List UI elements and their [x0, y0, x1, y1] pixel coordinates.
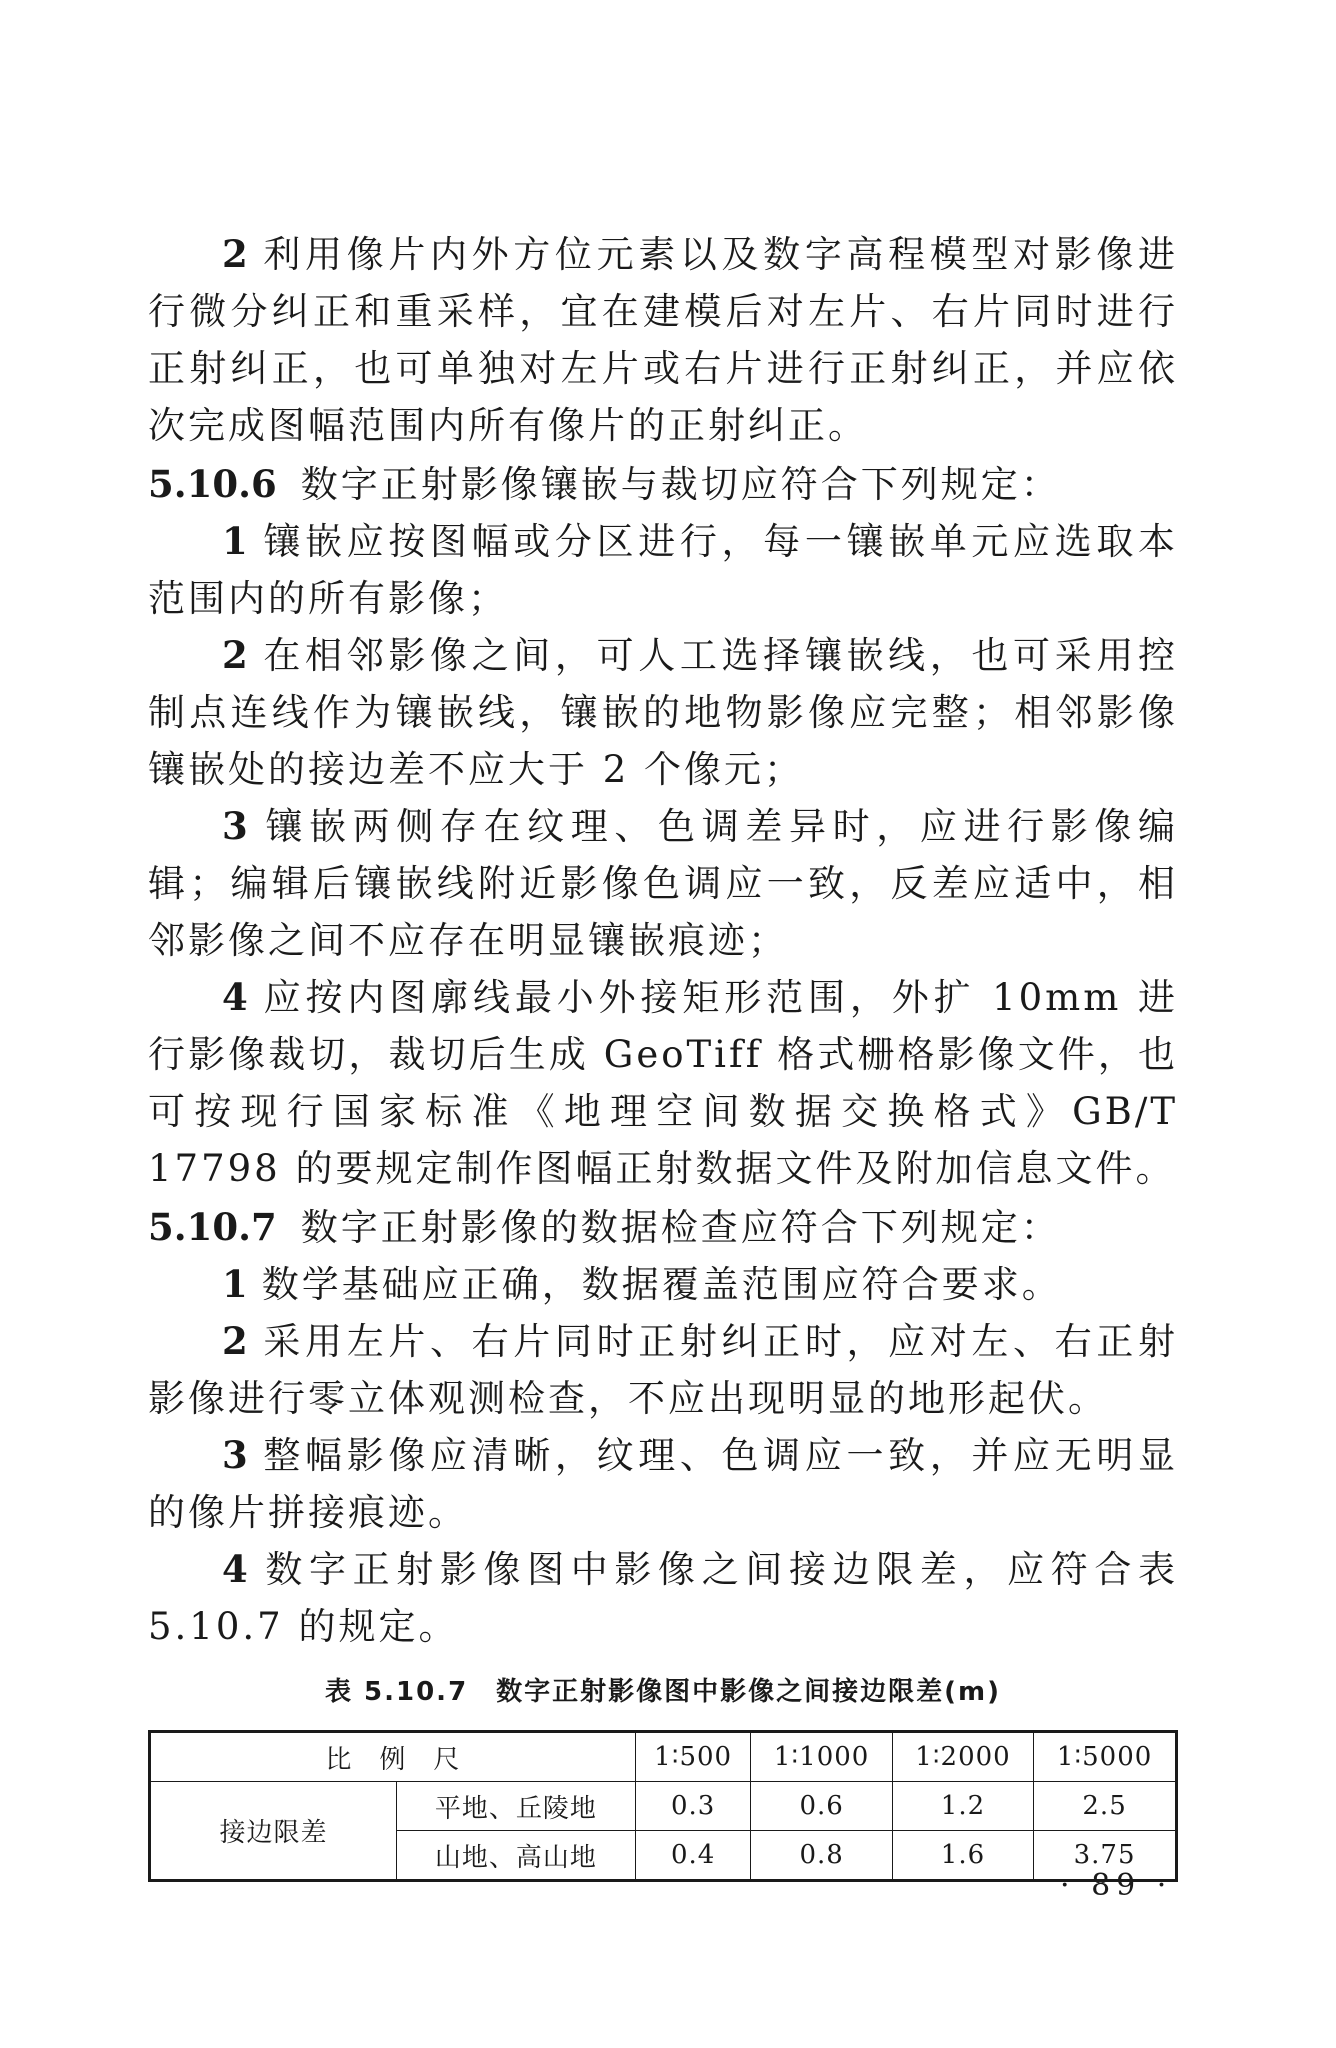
page-body	[148, 226, 1178, 1882]
paragraph-item: 1 数学基础应正确，数据覆盖范围应符合要求。	[222, 1262, 1062, 1306]
scale-cell: 1∶1000	[751, 1732, 892, 1782]
terrain-cell: 平地、丘陵地	[397, 1782, 636, 1831]
page-number: · 89 ·	[1060, 1868, 1173, 1903]
paragraph-item: 3 镶嵌两侧存在纹理、色调差异时，应进行影像编辑；编辑后镶嵌线附近影像色调应一致，反差应适中，相邻影像之间不应存在明显镶嵌痕迹；	[148, 804, 1178, 962]
scale-cell: 1∶2000	[892, 1732, 1033, 1782]
group-label: 接边限差	[150, 1782, 397, 1881]
scale-cell: 1∶500	[635, 1732, 751, 1782]
table-header-row	[150, 1732, 1177, 1782]
value-cell: 0.4	[635, 1831, 751, 1881]
table-caption: 表 5.10.7 数字正射影像图中影像之间接边限差(m)	[324, 1677, 1002, 1707]
value-cell: 2.5	[1034, 1782, 1177, 1831]
terrain-cell: 山地、高山地	[397, 1831, 636, 1881]
clause-heading: 5.10.6 数字正射影像镶嵌与裁切应符合下列规定：	[148, 462, 1061, 506]
paragraph-item: 1 镶嵌应按图幅或分区进行，每一镶嵌单元应选取本范围内的所有影像；	[148, 519, 1178, 620]
paragraph-item: 2 在相邻影像之间，可人工选择镶嵌线，也可采用控制点连线作为镶嵌线，镶嵌的地物影像应完整；相邻影像镶嵌处的接边差不应大于 2 个像元；	[148, 633, 1178, 791]
paragraph-item: 3 整幅影像应清晰，纹理、色调应一致，并应无明显的像片拼接痕迹。	[148, 1433, 1178, 1534]
value-cell: 0.6	[751, 1782, 892, 1831]
clause-heading: 5.10.7 数字正射影像的数据检查应符合下列规定：	[148, 1205, 1061, 1249]
value-cell: 1.6	[892, 1831, 1033, 1881]
value-cell: 0.8	[751, 1831, 892, 1881]
paragraph-item: 2 利用像片内外方位元素以及数字高程模型对影像进行微分纠正和重采样，宜在建模后对左片、右片同时进行正射纠正，也可单独对左片或右片进行正射纠正，并应依次完成图幅范围内所有像片的正射纠正。	[148, 232, 1178, 447]
header-scale-label: 比 例 尺	[150, 1732, 636, 1782]
tolerance-table	[148, 1730, 1178, 1882]
paragraph-item: 4 应按内图廓线最小外接矩形范围，外扩 10mm 进行影像裁切，裁切后生成 GeoTiff 格式栅格影像文件，也可按现行国家标准《地理空间数据交换格式》GB/T 17798 的要规定制作图幅正射数据文件及附加信息文件。	[148, 975, 1178, 1190]
paragraph-item: 4 数字正射影像图中影像之间接边限差，应符合表 5.10.7 的规定。	[148, 1547, 1178, 1648]
scale-cell: 1∶5000	[1034, 1732, 1177, 1782]
value-cell: 1.2	[892, 1782, 1033, 1831]
value-cell: 0.3	[635, 1782, 751, 1831]
table-row	[150, 1782, 1177, 1831]
value-cell: 3.75	[1034, 1831, 1177, 1881]
paragraph-item: 2 采用左片、右片同时正射纠正时，应对左、右正射影像进行零立体观测检查，不应出现明显的地形起伏。	[148, 1319, 1178, 1420]
